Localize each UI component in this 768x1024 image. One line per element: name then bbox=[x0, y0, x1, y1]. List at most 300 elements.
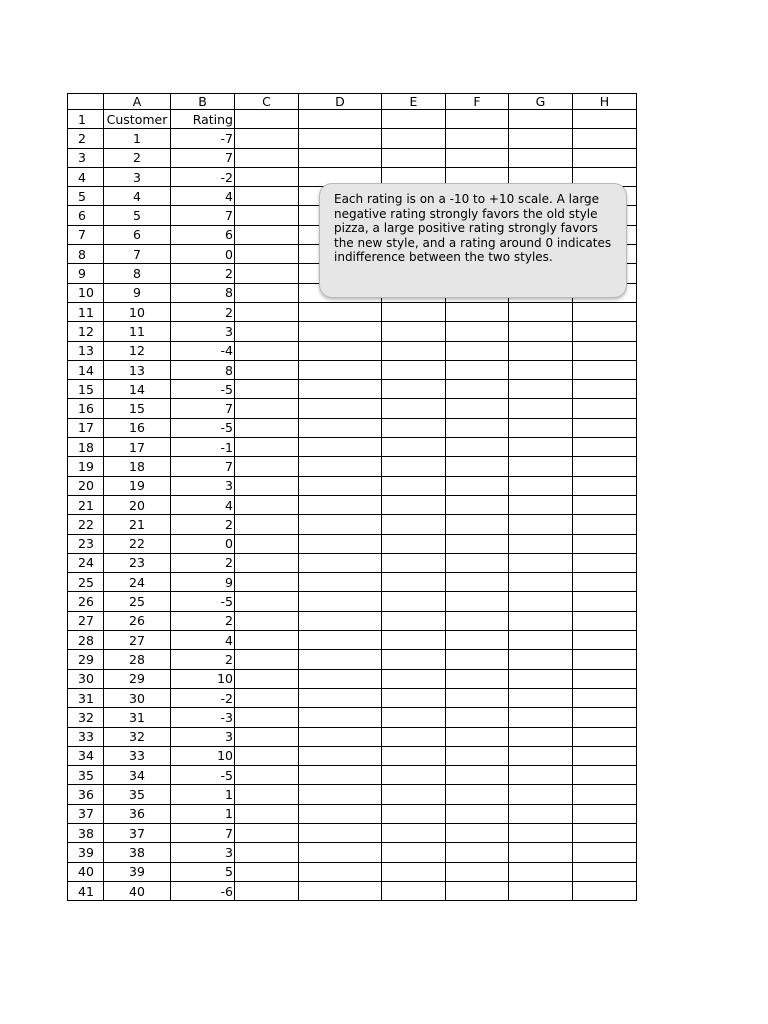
empty-cell[interactable] bbox=[446, 341, 509, 360]
empty-cell[interactable] bbox=[509, 631, 573, 650]
empty-cell[interactable] bbox=[299, 110, 382, 129]
empty-cell[interactable] bbox=[509, 785, 573, 804]
empty-cell[interactable] bbox=[299, 495, 382, 514]
rating-cell[interactable]: -1 bbox=[171, 438, 235, 457]
row-number[interactable]: 3 bbox=[68, 148, 104, 167]
column-header-f[interactable]: F bbox=[446, 94, 509, 110]
customer-cell[interactable]: 20 bbox=[104, 495, 171, 514]
empty-cell[interactable] bbox=[446, 110, 509, 129]
empty-cell[interactable] bbox=[299, 341, 382, 360]
customer-cell[interactable]: 36 bbox=[104, 804, 171, 823]
rating-cell[interactable]: 8 bbox=[171, 283, 235, 302]
empty-cell[interactable] bbox=[509, 129, 573, 148]
customer-cell[interactable]: 15 bbox=[104, 399, 171, 418]
rating-cell[interactable]: 7 bbox=[171, 457, 235, 476]
empty-cell[interactable] bbox=[382, 688, 446, 707]
empty-cell[interactable] bbox=[509, 708, 573, 727]
row-number[interactable]: 28 bbox=[68, 631, 104, 650]
row-number[interactable]: 29 bbox=[68, 650, 104, 669]
empty-cell[interactable] bbox=[382, 322, 446, 341]
rating-cell[interactable]: -5 bbox=[171, 380, 235, 399]
column-header-b[interactable]: B bbox=[171, 94, 235, 110]
row-number[interactable]: 8 bbox=[68, 245, 104, 264]
empty-cell[interactable] bbox=[446, 438, 509, 457]
empty-cell[interactable] bbox=[235, 766, 299, 785]
empty-cell[interactable] bbox=[299, 457, 382, 476]
row-number[interactable]: 34 bbox=[68, 746, 104, 765]
empty-cell[interactable] bbox=[382, 573, 446, 592]
empty-cell[interactable] bbox=[446, 418, 509, 437]
row-number[interactable]: 17 bbox=[68, 418, 104, 437]
empty-cell[interactable] bbox=[573, 110, 637, 129]
empty-cell[interactable] bbox=[235, 457, 299, 476]
empty-cell[interactable] bbox=[509, 881, 573, 900]
empty-cell[interactable] bbox=[299, 129, 382, 148]
empty-cell[interactable] bbox=[235, 167, 299, 186]
empty-cell[interactable] bbox=[235, 495, 299, 514]
empty-cell[interactable] bbox=[382, 495, 446, 514]
empty-cell[interactable] bbox=[509, 457, 573, 476]
empty-cell[interactable] bbox=[299, 804, 382, 823]
empty-cell[interactable] bbox=[235, 804, 299, 823]
empty-cell[interactable] bbox=[299, 573, 382, 592]
empty-cell[interactable] bbox=[235, 823, 299, 842]
row-number[interactable]: 39 bbox=[68, 843, 104, 862]
empty-cell[interactable] bbox=[299, 688, 382, 707]
row-number[interactable]: 9 bbox=[68, 264, 104, 283]
customer-cell[interactable]: 11 bbox=[104, 322, 171, 341]
empty-cell[interactable] bbox=[573, 457, 637, 476]
empty-cell[interactable] bbox=[382, 592, 446, 611]
customer-cell[interactable]: 23 bbox=[104, 553, 171, 572]
empty-cell[interactable] bbox=[573, 611, 637, 630]
empty-cell[interactable] bbox=[382, 766, 446, 785]
empty-cell[interactable] bbox=[299, 881, 382, 900]
empty-cell[interactable] bbox=[446, 534, 509, 553]
empty-cell[interactable] bbox=[299, 399, 382, 418]
empty-cell[interactable] bbox=[299, 148, 382, 167]
empty-cell[interactable] bbox=[446, 360, 509, 379]
rating-cell[interactable]: 2 bbox=[171, 650, 235, 669]
customer-cell[interactable]: 18 bbox=[104, 457, 171, 476]
empty-cell[interactable] bbox=[382, 785, 446, 804]
empty-cell[interactable] bbox=[573, 862, 637, 881]
empty-cell[interactable] bbox=[235, 322, 299, 341]
empty-cell[interactable] bbox=[509, 110, 573, 129]
row-number[interactable]: 18 bbox=[68, 438, 104, 457]
empty-cell[interactable] bbox=[299, 708, 382, 727]
empty-cell[interactable] bbox=[382, 804, 446, 823]
customer-cell[interactable]: 2 bbox=[104, 148, 171, 167]
empty-cell[interactable] bbox=[573, 534, 637, 553]
rating-cell[interactable]: 4 bbox=[171, 631, 235, 650]
column-header-c[interactable]: C bbox=[235, 94, 299, 110]
customer-cell[interactable]: 24 bbox=[104, 573, 171, 592]
empty-cell[interactable] bbox=[573, 476, 637, 495]
customer-cell[interactable]: 30 bbox=[104, 688, 171, 707]
rating-header-cell[interactable]: Rating bbox=[171, 110, 235, 129]
row-number[interactable]: 7 bbox=[68, 225, 104, 244]
empty-cell[interactable] bbox=[573, 515, 637, 534]
empty-cell[interactable] bbox=[446, 708, 509, 727]
rating-cell[interactable]: -2 bbox=[171, 688, 235, 707]
empty-cell[interactable] bbox=[382, 148, 446, 167]
rating-cell[interactable]: 1 bbox=[171, 785, 235, 804]
empty-cell[interactable] bbox=[446, 573, 509, 592]
customer-cell[interactable]: 4 bbox=[104, 187, 171, 206]
empty-cell[interactable] bbox=[573, 438, 637, 457]
empty-cell[interactable] bbox=[299, 438, 382, 457]
empty-cell[interactable] bbox=[573, 766, 637, 785]
row-number[interactable]: 38 bbox=[68, 823, 104, 842]
row-number[interactable]: 27 bbox=[68, 611, 104, 630]
empty-cell[interactable] bbox=[446, 380, 509, 399]
empty-cell[interactable] bbox=[299, 746, 382, 765]
rating-cell[interactable]: -7 bbox=[171, 129, 235, 148]
rating-cell[interactable]: -4 bbox=[171, 341, 235, 360]
rating-cell[interactable]: 7 bbox=[171, 823, 235, 842]
empty-cell[interactable] bbox=[446, 862, 509, 881]
empty-cell[interactable] bbox=[573, 592, 637, 611]
row-number[interactable]: 23 bbox=[68, 534, 104, 553]
empty-cell[interactable] bbox=[509, 804, 573, 823]
rating-cell[interactable]: -5 bbox=[171, 418, 235, 437]
empty-cell[interactable] bbox=[509, 148, 573, 167]
row-number[interactable]: 16 bbox=[68, 399, 104, 418]
customer-cell[interactable]: 12 bbox=[104, 341, 171, 360]
empty-cell[interactable] bbox=[299, 727, 382, 746]
customer-cell[interactable]: 29 bbox=[104, 669, 171, 688]
empty-cell[interactable] bbox=[573, 573, 637, 592]
empty-cell[interactable] bbox=[299, 843, 382, 862]
empty-cell[interactable] bbox=[382, 515, 446, 534]
empty-cell[interactable] bbox=[446, 823, 509, 842]
empty-cell[interactable] bbox=[299, 476, 382, 495]
empty-cell[interactable] bbox=[382, 302, 446, 321]
rating-cell[interactable]: -3 bbox=[171, 708, 235, 727]
empty-cell[interactable] bbox=[509, 766, 573, 785]
empty-cell[interactable] bbox=[446, 302, 509, 321]
customer-cell[interactable]: 28 bbox=[104, 650, 171, 669]
empty-cell[interactable] bbox=[446, 515, 509, 534]
customer-cell[interactable]: 7 bbox=[104, 245, 171, 264]
empty-cell[interactable] bbox=[235, 245, 299, 264]
empty-cell[interactable] bbox=[573, 746, 637, 765]
empty-cell[interactable] bbox=[509, 302, 573, 321]
row-number[interactable]: 33 bbox=[68, 727, 104, 746]
empty-cell[interactable] bbox=[235, 283, 299, 302]
empty-cell[interactable] bbox=[382, 862, 446, 881]
empty-cell[interactable] bbox=[509, 438, 573, 457]
rating-cell[interactable]: 8 bbox=[171, 360, 235, 379]
rating-cell[interactable]: 10 bbox=[171, 669, 235, 688]
empty-cell[interactable] bbox=[573, 804, 637, 823]
empty-cell[interactable] bbox=[299, 418, 382, 437]
empty-cell[interactable] bbox=[235, 669, 299, 688]
empty-cell[interactable] bbox=[446, 766, 509, 785]
customer-cell[interactable]: 5 bbox=[104, 206, 171, 225]
empty-cell[interactable] bbox=[382, 418, 446, 437]
empty-cell[interactable] bbox=[382, 438, 446, 457]
empty-cell[interactable] bbox=[299, 592, 382, 611]
row-number[interactable]: 35 bbox=[68, 766, 104, 785]
empty-cell[interactable] bbox=[509, 843, 573, 862]
empty-cell[interactable] bbox=[235, 843, 299, 862]
rating-cell[interactable]: 7 bbox=[171, 148, 235, 167]
empty-cell[interactable] bbox=[509, 360, 573, 379]
empty-cell[interactable] bbox=[573, 380, 637, 399]
empty-cell[interactable] bbox=[573, 843, 637, 862]
empty-cell[interactable] bbox=[235, 264, 299, 283]
empty-cell[interactable] bbox=[299, 380, 382, 399]
empty-cell[interactable] bbox=[446, 631, 509, 650]
customer-cell[interactable]: 1 bbox=[104, 129, 171, 148]
customer-cell[interactable]: 34 bbox=[104, 766, 171, 785]
empty-cell[interactable] bbox=[509, 553, 573, 572]
column-header-g[interactable]: G bbox=[509, 94, 573, 110]
empty-cell[interactable] bbox=[509, 341, 573, 360]
empty-cell[interactable] bbox=[382, 534, 446, 553]
column-header-e[interactable]: E bbox=[382, 94, 446, 110]
customer-cell[interactable]: 25 bbox=[104, 592, 171, 611]
empty-cell[interactable] bbox=[299, 534, 382, 553]
empty-cell[interactable] bbox=[299, 611, 382, 630]
empty-cell[interactable] bbox=[509, 611, 573, 630]
empty-cell[interactable] bbox=[509, 650, 573, 669]
empty-cell[interactable] bbox=[235, 110, 299, 129]
empty-cell[interactable] bbox=[235, 129, 299, 148]
customer-cell[interactable]: 6 bbox=[104, 225, 171, 244]
row-number[interactable]: 36 bbox=[68, 785, 104, 804]
row-number[interactable]: 41 bbox=[68, 881, 104, 900]
empty-cell[interactable] bbox=[509, 746, 573, 765]
empty-cell[interactable] bbox=[235, 727, 299, 746]
empty-cell[interactable] bbox=[446, 553, 509, 572]
empty-cell[interactable] bbox=[446, 592, 509, 611]
customer-cell[interactable]: 8 bbox=[104, 264, 171, 283]
empty-cell[interactable] bbox=[446, 129, 509, 148]
empty-cell[interactable] bbox=[382, 360, 446, 379]
row-number[interactable]: 31 bbox=[68, 688, 104, 707]
empty-cell[interactable] bbox=[235, 553, 299, 572]
customer-cell[interactable]: 3 bbox=[104, 167, 171, 186]
row-number[interactable]: 21 bbox=[68, 495, 104, 514]
empty-cell[interactable] bbox=[573, 727, 637, 746]
empty-cell[interactable] bbox=[446, 843, 509, 862]
empty-cell[interactable] bbox=[446, 495, 509, 514]
empty-cell[interactable] bbox=[235, 360, 299, 379]
row-number[interactable]: 40 bbox=[68, 862, 104, 881]
empty-cell[interactable] bbox=[446, 727, 509, 746]
rating-cell[interactable]: 4 bbox=[171, 187, 235, 206]
empty-cell[interactable] bbox=[509, 592, 573, 611]
row-number[interactable]: 30 bbox=[68, 669, 104, 688]
empty-cell[interactable] bbox=[509, 823, 573, 842]
empty-cell[interactable] bbox=[382, 823, 446, 842]
empty-cell[interactable] bbox=[235, 148, 299, 167]
customer-cell[interactable]: 9 bbox=[104, 283, 171, 302]
rating-cell[interactable]: 6 bbox=[171, 225, 235, 244]
empty-cell[interactable] bbox=[509, 399, 573, 418]
row-number[interactable]: 14 bbox=[68, 360, 104, 379]
rating-cell[interactable]: 5 bbox=[171, 862, 235, 881]
row-number[interactable]: 2 bbox=[68, 129, 104, 148]
row-number[interactable]: 24 bbox=[68, 553, 104, 572]
rating-cell[interactable]: 7 bbox=[171, 399, 235, 418]
empty-cell[interactable] bbox=[446, 476, 509, 495]
customer-cell[interactable]: 31 bbox=[104, 708, 171, 727]
empty-cell[interactable] bbox=[446, 785, 509, 804]
empty-cell[interactable] bbox=[235, 688, 299, 707]
empty-cell[interactable] bbox=[235, 515, 299, 534]
empty-cell[interactable] bbox=[573, 302, 637, 321]
empty-cell[interactable] bbox=[509, 573, 573, 592]
empty-cell[interactable] bbox=[446, 669, 509, 688]
empty-cell[interactable] bbox=[509, 688, 573, 707]
rating-cell[interactable]: 0 bbox=[171, 534, 235, 553]
empty-cell[interactable] bbox=[382, 611, 446, 630]
empty-cell[interactable] bbox=[299, 515, 382, 534]
customer-cell[interactable]: 26 bbox=[104, 611, 171, 630]
row-number[interactable]: 22 bbox=[68, 515, 104, 534]
empty-cell[interactable] bbox=[299, 669, 382, 688]
empty-cell[interactable] bbox=[382, 476, 446, 495]
empty-cell[interactable] bbox=[382, 380, 446, 399]
customer-cell[interactable]: 14 bbox=[104, 380, 171, 399]
row-number[interactable]: 19 bbox=[68, 457, 104, 476]
empty-cell[interactable] bbox=[573, 708, 637, 727]
empty-cell[interactable] bbox=[235, 225, 299, 244]
rating-cell[interactable]: 0 bbox=[171, 245, 235, 264]
empty-cell[interactable] bbox=[299, 862, 382, 881]
empty-cell[interactable] bbox=[299, 322, 382, 341]
empty-cell[interactable] bbox=[509, 418, 573, 437]
rating-cell[interactable]: 3 bbox=[171, 476, 235, 495]
customer-cell[interactable]: 17 bbox=[104, 438, 171, 457]
empty-cell[interactable] bbox=[509, 862, 573, 881]
row-number[interactable]: 32 bbox=[68, 708, 104, 727]
empty-cell[interactable] bbox=[446, 881, 509, 900]
empty-cell[interactable] bbox=[382, 669, 446, 688]
empty-cell[interactable] bbox=[299, 785, 382, 804]
column-header-a[interactable]: A bbox=[104, 94, 171, 110]
rating-cell[interactable]: 2 bbox=[171, 302, 235, 321]
customer-cell[interactable]: 33 bbox=[104, 746, 171, 765]
row-number[interactable]: 6 bbox=[68, 206, 104, 225]
rating-cell[interactable]: 2 bbox=[171, 515, 235, 534]
empty-cell[interactable] bbox=[299, 823, 382, 842]
empty-cell[interactable] bbox=[573, 785, 637, 804]
empty-cell[interactable] bbox=[382, 843, 446, 862]
empty-cell[interactable] bbox=[573, 148, 637, 167]
rating-cell[interactable]: 9 bbox=[171, 573, 235, 592]
empty-cell[interactable] bbox=[235, 862, 299, 881]
empty-cell[interactable] bbox=[573, 495, 637, 514]
customer-header-cell[interactable]: Customer bbox=[104, 110, 171, 129]
empty-cell[interactable] bbox=[573, 669, 637, 688]
row-number[interactable]: 15 bbox=[68, 380, 104, 399]
empty-cell[interactable] bbox=[382, 746, 446, 765]
row-number[interactable]: 11 bbox=[68, 302, 104, 321]
rating-cell[interactable]: -5 bbox=[171, 766, 235, 785]
empty-cell[interactable] bbox=[235, 187, 299, 206]
customer-cell[interactable]: 35 bbox=[104, 785, 171, 804]
customer-cell[interactable]: 19 bbox=[104, 476, 171, 495]
row-number[interactable]: 12 bbox=[68, 322, 104, 341]
empty-cell[interactable] bbox=[235, 380, 299, 399]
empty-cell[interactable] bbox=[509, 534, 573, 553]
empty-cell[interactable] bbox=[382, 727, 446, 746]
row-number[interactable]: 4 bbox=[68, 167, 104, 186]
empty-cell[interactable] bbox=[446, 399, 509, 418]
customer-cell[interactable]: 27 bbox=[104, 631, 171, 650]
empty-cell[interactable] bbox=[235, 631, 299, 650]
empty-cell[interactable] bbox=[573, 322, 637, 341]
empty-cell[interactable] bbox=[235, 399, 299, 418]
empty-cell[interactable] bbox=[509, 727, 573, 746]
empty-cell[interactable] bbox=[235, 746, 299, 765]
empty-cell[interactable] bbox=[299, 553, 382, 572]
empty-cell[interactable] bbox=[299, 650, 382, 669]
customer-cell[interactable]: 32 bbox=[104, 727, 171, 746]
rating-cell[interactable]: 2 bbox=[171, 264, 235, 283]
empty-cell[interactable] bbox=[299, 360, 382, 379]
rating-cell[interactable]: -5 bbox=[171, 592, 235, 611]
row-number[interactable]: 5 bbox=[68, 187, 104, 206]
rating-cell[interactable]: 3 bbox=[171, 322, 235, 341]
empty-cell[interactable] bbox=[509, 515, 573, 534]
empty-cell[interactable] bbox=[573, 631, 637, 650]
empty-cell[interactable] bbox=[446, 322, 509, 341]
empty-cell[interactable] bbox=[509, 322, 573, 341]
empty-cell[interactable] bbox=[446, 688, 509, 707]
empty-cell[interactable] bbox=[235, 573, 299, 592]
customer-cell[interactable]: 22 bbox=[104, 534, 171, 553]
customer-cell[interactable]: 38 bbox=[104, 843, 171, 862]
rating-cell[interactable]: 1 bbox=[171, 804, 235, 823]
empty-cell[interactable] bbox=[235, 785, 299, 804]
rating-cell[interactable]: 2 bbox=[171, 611, 235, 630]
rating-cell[interactable]: 3 bbox=[171, 843, 235, 862]
empty-cell[interactable] bbox=[446, 611, 509, 630]
empty-cell[interactable] bbox=[235, 650, 299, 669]
row-number[interactable]: 26 bbox=[68, 592, 104, 611]
empty-cell[interactable] bbox=[235, 881, 299, 900]
empty-cell[interactable] bbox=[573, 129, 637, 148]
empty-cell[interactable] bbox=[573, 341, 637, 360]
empty-cell[interactable] bbox=[573, 553, 637, 572]
empty-cell[interactable] bbox=[299, 302, 382, 321]
empty-cell[interactable] bbox=[235, 476, 299, 495]
empty-cell[interactable] bbox=[573, 399, 637, 418]
rating-cell[interactable]: 7 bbox=[171, 206, 235, 225]
rating-cell[interactable]: 4 bbox=[171, 495, 235, 514]
row-number[interactable]: 25 bbox=[68, 573, 104, 592]
row-number[interactable]: 1 bbox=[68, 110, 104, 129]
empty-cell[interactable] bbox=[235, 302, 299, 321]
customer-cell[interactable]: 13 bbox=[104, 360, 171, 379]
empty-cell[interactable] bbox=[509, 476, 573, 495]
empty-cell[interactable] bbox=[446, 457, 509, 476]
empty-cell[interactable] bbox=[446, 746, 509, 765]
empty-cell[interactable] bbox=[382, 553, 446, 572]
empty-cell[interactable] bbox=[573, 360, 637, 379]
empty-cell[interactable] bbox=[235, 438, 299, 457]
customer-cell[interactable]: 37 bbox=[104, 823, 171, 842]
empty-cell[interactable] bbox=[382, 457, 446, 476]
empty-cell[interactable] bbox=[573, 418, 637, 437]
rating-cell[interactable]: 2 bbox=[171, 553, 235, 572]
